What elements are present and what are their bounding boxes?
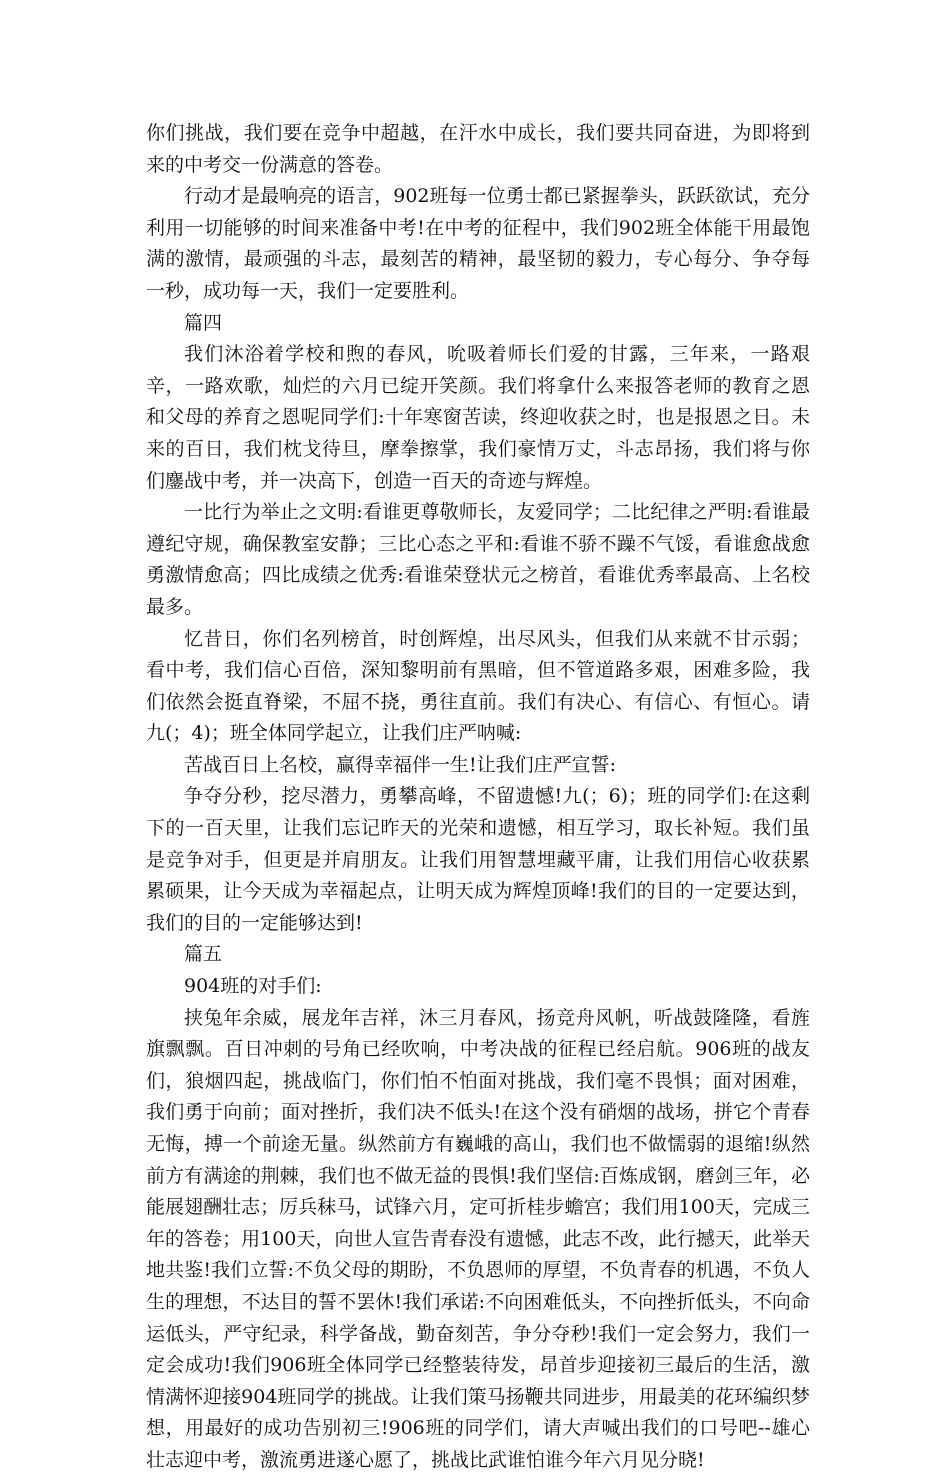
section-heading: 篇四 <box>184 311 223 334</box>
section-heading: 篇五 <box>184 943 223 966</box>
paragraph: 苦战百日上名校，赢得幸福伴一生!让我们庄严宣誓: <box>184 753 617 776</box>
paragraph: 你们挑战，我们要在竞争中超越，在汗水中成长，我们要共同奋进，为即将到来的中考交一份满意的答卷。 <box>146 122 810 176</box>
paragraph: 争夺分秒，挖尽潜力，勇攀高峰，不留遗憾!九(；6)；班的同学们:在这剩下的一百天里，让我们忘记昨天的光荣和遗憾，相互学习，取长补短。我们虽是竞争对手，但更是并肩朋友。让我们用智慧埋藏平庸，让我们用信心收获累累硕果，让今天成为幸福起点，让明天成为辉煌顶峰!我们的目的一定要达到，我们的目的一定能够达到! <box>146 785 810 934</box>
paragraph: 行动才是最响亮的语言，902班每一位勇士都已紧握拳头，跃跃欲试，充分利用一切能够的时间来准备中考!在中考的征程中，我们902班全体能干用最饱满的激情，最顽强的斗志，最刻苦的精神，最坚韧的毅力，专心每分、争夺每一秒，成功每一天，我们一定要胜利。 <box>146 185 810 302</box>
paragraph: 挟兔年余威，展龙年吉祥，沐三月春风，扬竞舟风帆，听战鼓隆隆，看旌旗飘飘。百日冲刺的号角已经吹响，中考决战的征程已经启航。906班的战友们，狼烟四起，挑战临门，你们怕不怕面对挑战，我们毫不畏惧；面对困难，我们勇于向前；面对挫折，我们决不低头!在这个没有硝烟的战场，拼它个青春无悔，搏一个前途无量。纵然前方有巍峨的高山，我们也不做懦弱的退缩!纵然前方有满途的荆棘，我们也不做无益的畏惧!我们坚信:百炼成钢，磨剑三年，必能展翅酬壮志；厉兵秣马，试锋六月，定可折桂步蟾宫；我们用100天，完成三年的答卷；用100天，向世人宣告青春没有遗憾，此志不改，此行撼天，此举天地共鉴!我们立誓:不负父母的期盼，不负恩师的厚望，不负青春的机遇，不负人生的理想，不达目的誓不罢休!我们承诺:不向困难低头，不向挫折低头，不向命运低头，严守纪录，科学备战，勤奋刻苦，争分夺秒!我们一定会努力，我们一定会成功!我们906班全体同学已经整装待发，昂首步迎接初三最后的生活，激情满怀迎接904班同学的挑战。让我们策马扬鞭共同进步，用最美的花环编织梦想，用最好的成功告别初三!906班的同学们，请大声喊出我们的口号吧--雄心壮志迎中考，激流勇进遂心愿了，挑战比武谁怕谁今年六月见分晓! <box>146 1006 810 1471</box>
paragraph: 忆昔日，你们名列榜首，时创辉煌，出尽风头，但我们从来就不甘示弱；看中考，我们信心百倍，深知黎明前有黑暗，但不管道路多艰，困难多险，我们依然会挺直脊梁，不屈不挠，勇往直前。我们有决心、有信心、有恒心。请九(；4)；班全体同学起立，让我们庄严呐喊: <box>146 627 810 745</box>
document-body <box>146 118 810 1477</box>
paragraph: 我们沐浴着学校和煦的春风，吮吸着师长们爱的甘露，三年来，一路艰辛，一路欢歌，灿烂的六月已绽开笑颜。我们将拿什么来报答老师的教育之恩和父母的养育之恩呢同学们:十年寒窗苦读，终迎收获之时，也是报恩之日。未来的百日，我们枕戈待旦，摩拳擦掌，我们豪情万丈，斗志昂扬，我们将与你们鏖战中考，并一决高下，创造一百天的奇迹与辉煌。 <box>146 343 810 492</box>
paragraph: 一比行为举止之文明:看谁更尊敬师长，友爱同学；二比纪律之严明:看谁最遵纪守规，确保教室安静；三比心态之平和:看谁不骄不躁不气馁，看谁愈战愈勇激情愈高；四比成绩之优秀:看谁荣登状元之榜首，看谁优秀率最高、上名校最多。 <box>146 501 810 618</box>
salutation: 904班的对手们: <box>184 975 322 998</box>
